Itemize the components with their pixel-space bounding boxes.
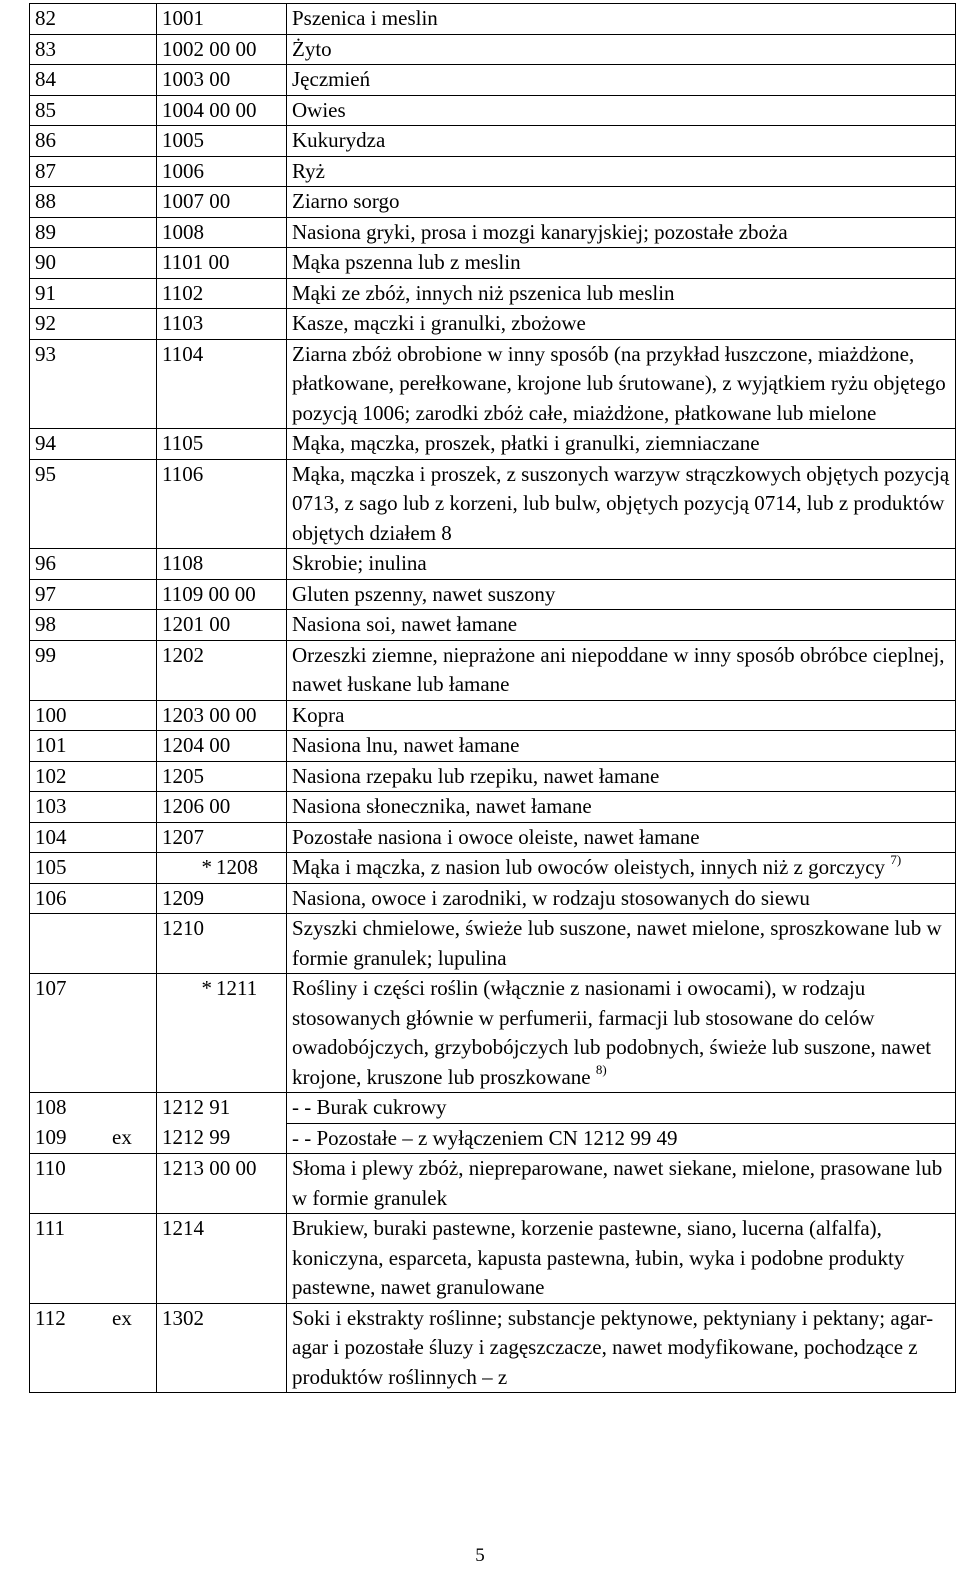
cn-code-cell: [157, 217, 287, 248]
cn-code: 1209: [162, 885, 204, 910]
description-text: Mąka pszenna lub z meslin: [292, 250, 521, 274]
row-number-cell: 95: [30, 459, 157, 549]
description-cell: [287, 187, 956, 218]
row-number-cell: 91: [30, 278, 157, 309]
table-row: [30, 1093, 956, 1124]
description-text: Kopra: [292, 702, 345, 727]
cn-code: 1104: [162, 341, 204, 366]
description-text: Nasiona soi, nawet łamane: [292, 612, 518, 636]
table-row: [30, 731, 956, 762]
table-row: [30, 248, 956, 279]
cn-code-cell: [157, 883, 287, 914]
description-text: Soki i ekstrakty roślinne; substancje pektynowe, pektyniany i pektany; agar-agar i pozostałe śluzy i zagęszczacze, nawet modyfikowane, pochodzące z produktów roślinnych – z: [292, 1305, 934, 1389]
description-cell: [287, 95, 956, 126]
cn-code-cell: [157, 1154, 287, 1214]
cn-code-cell: [112, 1303, 287, 1393]
row-number-cell: 87: [30, 156, 157, 187]
description-text: - - Pozostałe – z wyłączeniem CN 1212 99 49: [292, 1125, 678, 1150]
table-row: [30, 187, 956, 218]
cn-code-cell: [157, 34, 287, 65]
row-number-cell: 100: [30, 700, 157, 731]
row-number-cell: 107: [30, 974, 157, 1093]
table-row: [30, 278, 956, 309]
description-cell: [287, 248, 956, 279]
description-cell: [287, 4, 956, 35]
row-number-cell: [30, 914, 157, 974]
description-cell: [287, 1303, 956, 1393]
description-cell: [287, 700, 956, 731]
cn-code: 1212 99: [162, 1125, 231, 1149]
description-cell: [287, 610, 956, 641]
description-text: Pozostałe nasiona i owoce oleiste, nawet łamane: [292, 824, 700, 849]
description-text: Pszenica i meslin: [292, 6, 438, 30]
cn-code-cell: [157, 248, 287, 279]
description-cell: [287, 156, 956, 187]
table-row: [30, 339, 956, 429]
row-number-cell: 112: [30, 1303, 157, 1393]
description-text: Kukurydza: [292, 128, 386, 152]
cn-code-cell: [157, 309, 287, 340]
table-row: [30, 974, 956, 1093]
table-row: [30, 1123, 956, 1154]
cn-code: 1105: [162, 431, 204, 455]
page-number: 5: [475, 1545, 485, 1566]
description-text: Mąka, mączka i proszek, z suszonych warzyw strączkowych objętych pozycją 0713, z sago lub z korzeni, lub bulw, objętych pozycją 0714, lub z produktów objętych działem 8: [292, 461, 950, 545]
cn-code-cell: [112, 1123, 287, 1154]
cn-code: 1102: [162, 280, 204, 305]
description-text: Mąki ze zbóż, innych niż pszenica lub meslin: [292, 280, 675, 305]
description-cell: [287, 974, 956, 1093]
description-text: Mąka, mączka, proszek, płatki i granulki, ziemniaczane: [292, 431, 760, 455]
row-number-cell: 102: [30, 761, 157, 792]
description-cell: [287, 883, 956, 914]
description-text: Gluten pszenny, nawet suszony: [292, 581, 556, 606]
code-prefix: ex: [112, 1305, 132, 1330]
cn-code: 1001: [162, 6, 204, 30]
row-number-cell: 84: [30, 65, 157, 96]
tariff-table-body: [30, 4, 956, 1393]
description-text: - - Burak cukrowy: [292, 1095, 447, 1119]
cn-code: 1203 00 00: [162, 702, 257, 727]
cn-code: 1201 00: [162, 612, 231, 636]
cn-code: 1214: [162, 1216, 204, 1240]
description-text: Nasiona słonecznika, nawet łamane: [292, 794, 592, 818]
cn-code-cell: [157, 339, 287, 429]
table-row: [30, 1154, 956, 1214]
code-prefix: ex: [112, 1125, 132, 1149]
cn-code-cell: [157, 278, 287, 309]
table-row: [30, 700, 956, 731]
description-text: Kasze, mączki i granulki, zbożowe: [292, 311, 586, 335]
cn-code-cell: [157, 95, 287, 126]
description-cell: [287, 34, 956, 65]
cn-code: 1210: [162, 916, 204, 940]
table-row: [30, 4, 956, 35]
description-text: Żyto: [292, 36, 332, 61]
description-text: Ziarna zbóż obrobione w inny sposób (na przykład łuszczone, miażdżone, płatkowane, perełkowane, krojone lub śrutowane), z wyjątkiem ryżu objętego pozycją 1006; zarodki zbóż całe, miażdżone, płatkowane lub mielone: [292, 341, 946, 425]
description-text: Owies: [292, 97, 346, 122]
description-text: Ryż: [292, 158, 325, 183]
description-cell: [287, 65, 956, 96]
row-number-cell: 94: [30, 429, 157, 460]
row-number-cell: 90: [30, 248, 157, 279]
cn-code-cell: [157, 1093, 287, 1124]
table-row: [30, 429, 956, 460]
description-cell: [287, 914, 956, 974]
description-cell: [287, 429, 956, 460]
cn-code: 1003 00: [162, 67, 231, 91]
table-row: [30, 792, 956, 823]
cn-code: 1103: [162, 311, 204, 335]
cn-code-cell: [157, 731, 287, 762]
cn-code-cell: [157, 187, 287, 218]
description-text: Mąka i mączka, z nasion lub owoców oleistych, innych niż z gorczycy: [292, 855, 886, 879]
description-text: Rośliny i części roślin (włącznie z nasionami i owocami), w rodzaju stosowanych głównie w perfumerii, farmacji lub stosowane do celów owadobójczych, grzybobójczych lub podobnych, świeże lub suszone, nawet krojone, kruszone lub proszkowane: [292, 976, 932, 1089]
cn-code: 1101 00: [162, 250, 230, 274]
cn-code-cell: [157, 549, 287, 580]
description-cell: [287, 853, 956, 884]
cn-code-cell: [157, 1214, 287, 1304]
cn-code: 1213 00 00: [162, 1156, 257, 1180]
description-cell: [287, 640, 956, 700]
row-number-cell: 109: [30, 1123, 157, 1154]
cn-code-cell: [157, 792, 287, 823]
table-row: [30, 34, 956, 65]
cn-code: 1207: [162, 824, 204, 849]
table-row: [30, 640, 956, 700]
cn-code-cell: [157, 700, 287, 731]
description-cell: [287, 731, 956, 762]
table-row: [30, 459, 956, 549]
cn-code: 1204 00: [162, 733, 231, 757]
description-cell: [287, 1123, 956, 1154]
description-cell: [287, 579, 956, 610]
description-cell: [287, 309, 956, 340]
description-text: Brukiew, buraki pastewne, korzenie pastewne, siano, lucerna (alfalfa), koniczyna, esparceta, kapusta pastewna, łubin, wyka i podobne produkty pastewne, nawet granulowane: [292, 1216, 905, 1299]
footnote-marker: 7): [890, 852, 902, 867]
cn-code-cell: [157, 610, 287, 641]
cn-code: 1006: [162, 158, 204, 183]
description-text: Nasiona, owoce i zarodniki, w rodzaju stosowanych do siewu: [292, 885, 810, 910]
description-text: Słoma i plewy zbóż, niepreparowane, nawet siekane, mielone, prasowane lub w formie granulek: [292, 1156, 943, 1210]
description-cell: [287, 1214, 956, 1304]
cn-code-cell: [157, 65, 287, 96]
row-number-cell: 106: [30, 883, 157, 914]
cn-code: 1004 00 00: [162, 97, 257, 122]
cn-code-cell: [157, 914, 287, 974]
row-number-cell: 97: [30, 579, 157, 610]
table-row: [30, 217, 956, 248]
cn-code-cell: [157, 126, 287, 157]
cn-code: 1202: [162, 642, 204, 667]
cn-code: 1205: [162, 763, 204, 788]
description-text: Nasiona rzepaku lub rzepiku, nawet łamane: [292, 763, 660, 788]
description-cell: [287, 761, 956, 792]
cn-code-cell: [157, 853, 287, 884]
table-row: [30, 883, 956, 914]
description-text: Szyszki chmielowe, świeże lub suszone, nawet mielone, sproszkowane lub w formie granulek; lupulina: [292, 916, 942, 970]
description-cell: [287, 822, 956, 853]
description-text: Ziarno sorgo: [292, 189, 400, 213]
cn-code-cell: [157, 459, 287, 549]
description-cell: [287, 1093, 956, 1124]
code-prefix: *: [201, 855, 212, 879]
row-number-cell: 96: [30, 549, 157, 580]
cn-code: 1005: [162, 128, 204, 152]
description-cell: [287, 792, 956, 823]
cn-code: 1302: [162, 1305, 204, 1330]
description-text: Jęczmień: [292, 67, 371, 91]
description-cell: [287, 126, 956, 157]
row-number-cell: 93: [30, 339, 157, 429]
table-row: [30, 761, 956, 792]
table-row: [30, 853, 956, 884]
row-number-cell: 92: [30, 309, 157, 340]
cn-code: 1211: [216, 976, 258, 1000]
cn-code-cell: [157, 822, 287, 853]
table-row: [30, 579, 956, 610]
cn-code-cell: [157, 156, 287, 187]
cn-code: 1008: [162, 219, 204, 244]
description-cell: [287, 339, 956, 429]
table-row: [30, 1303, 956, 1393]
row-number-cell: 89: [30, 217, 157, 248]
row-number-cell: 110: [30, 1154, 157, 1214]
row-number-cell: 101: [30, 731, 157, 762]
cn-code-cell: [157, 579, 287, 610]
table-row: [30, 95, 956, 126]
table-row: [30, 156, 956, 187]
row-number-cell: 83: [30, 34, 157, 65]
cn-code: 1206 00: [162, 794, 231, 818]
description-text: Skrobie; inulina: [292, 551, 427, 575]
cn-code: 1108: [162, 551, 204, 575]
footnote-marker: 8): [595, 1061, 607, 1077]
row-number-cell: 103: [30, 792, 157, 823]
tariff-table: [29, 3, 956, 1393]
cn-code-cell: [157, 761, 287, 792]
code-prefix: *: [201, 976, 212, 1000]
cn-code: 1208: [216, 855, 258, 879]
description-cell: [287, 278, 956, 309]
table-row: [30, 914, 956, 974]
row-number-cell: 108: [30, 1093, 157, 1124]
description-cell: [287, 1154, 956, 1214]
description-cell: [287, 549, 956, 580]
table-row: [30, 549, 956, 580]
row-number-cell: 104: [30, 822, 157, 853]
cn-code: 1007 00: [162, 189, 231, 213]
row-number-cell: 105: [30, 853, 157, 884]
description-cell: [287, 217, 956, 248]
cn-code-cell: [157, 974, 287, 1093]
cn-code: 1109 00 00: [162, 581, 256, 606]
cn-code: 1002 00 00: [162, 36, 257, 61]
table-row: [30, 822, 956, 853]
description-text: Orzeszki ziemne, nieprażone ani niepoddane w inny sposób obróbce cieplnej, nawet łuskane lub łamane: [292, 642, 945, 696]
row-number-cell: 86: [30, 126, 157, 157]
row-number-cell: 82: [30, 4, 157, 35]
table-row: [30, 1214, 956, 1304]
cn-code: 1106: [162, 461, 204, 486]
table-row: [30, 126, 956, 157]
description-text: Nasiona lnu, nawet łamane: [292, 733, 520, 757]
cn-code-cell: [157, 4, 287, 35]
table-row: [30, 309, 956, 340]
row-number-cell: 85: [30, 95, 157, 126]
row-number-cell: 88: [30, 187, 157, 218]
description-text: Nasiona gryki, prosa i mozgi kanaryjskiej; pozostałe zboża: [292, 219, 788, 244]
table-row: [30, 65, 956, 96]
cn-code-cell: [157, 429, 287, 460]
cn-code-cell: [157, 640, 287, 700]
description-cell: [287, 459, 956, 549]
row-number-cell: 98: [30, 610, 157, 641]
cn-code: 1212 91: [162, 1095, 231, 1119]
table-row: [30, 610, 956, 641]
row-number-cell: 111: [30, 1214, 157, 1304]
row-number-cell: 99: [30, 640, 157, 700]
